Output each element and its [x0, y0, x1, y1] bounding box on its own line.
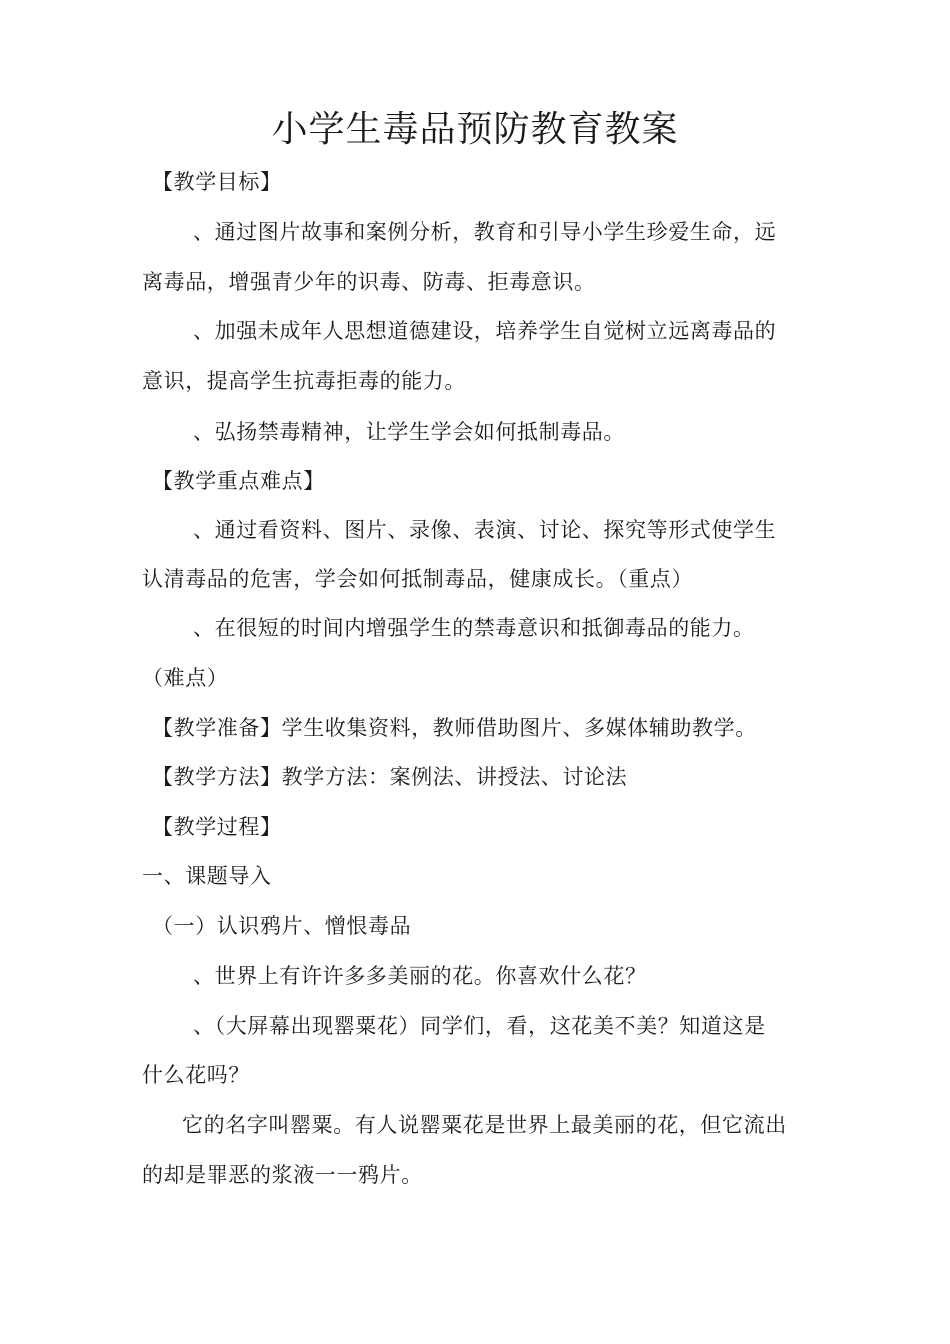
- goal-2-line-2: 意识，提高学生抗毒拒毒的能力。: [142, 369, 466, 393]
- key-point-2-line-2: （难点）: [142, 666, 229, 690]
- goal-3: 、弘扬禁毒精神，让学生学会如何抵制毒品。: [193, 420, 625, 444]
- step-1: 、世界上有许许多多美丽的花。你喜欢什么花？: [193, 964, 647, 988]
- document-title: 小学生毒品预防教育教案: [271, 109, 679, 150]
- key-point-1-line-2: 认清毒品的危害，学会如何抵制毒品，健康成长。（重点）: [142, 567, 694, 591]
- goal-1-line-1: 、通过图片故事和案例分析，教育和引导小学生珍爱生命，远: [193, 220, 777, 244]
- step-2-line-1: 、（大屏幕出现罂粟花）同学们，看，这花美不美？知道这是: [193, 1014, 766, 1038]
- heading-key-points: 【教学重点难点】: [152, 469, 325, 493]
- subsection-1-heading: （一）认识鸦片、憎恨毒品: [152, 914, 412, 938]
- paragraph-poppy-line-1: 它的名字叫罂粟。有人说罂粟花是世界上最美丽的花，但它流出: [182, 1113, 787, 1137]
- teaching-preparation: 【教学准备】学生收集资料，教师借助图片、多媒体辅助教学。: [152, 716, 757, 740]
- goal-1-line-2: 离毒品，增强青少年的识毒、防毒、拒毒意识。: [142, 270, 596, 294]
- heading-teaching-goals: 【教学目标】: [152, 170, 282, 194]
- heading-teaching-process: 【教学过程】: [152, 815, 282, 839]
- step-2-line-2: 什么花吗？: [142, 1063, 250, 1087]
- paragraph-poppy-line-2: 的却是罪恶的浆液一一鸦片。: [142, 1163, 423, 1187]
- section-1-heading: 一、课题导入: [142, 864, 272, 888]
- key-point-2-line-1: 、在很短的时间内增强学生的禁毒意识和抵御毒品的能力。: [193, 616, 755, 640]
- teaching-method: 【教学方法】教学方法：案例法、讲授法、讨论法: [152, 765, 628, 789]
- key-point-1-line-1: 、通过看资料、图片、录像、表演、讨论、探究等形式使学生: [193, 518, 777, 542]
- goal-2-line-1: 、加强未成年人思想道德建设，培养学生自觉树立远离毒品的: [193, 319, 777, 343]
